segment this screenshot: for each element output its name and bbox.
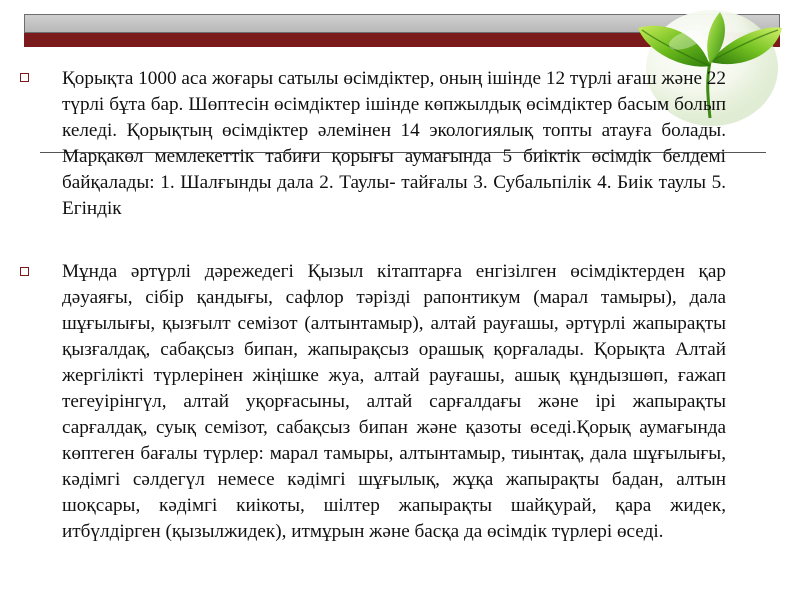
bullet-icon bbox=[20, 267, 29, 276]
paragraph-1: Қорықта 1000 аса жоғары сатылы өсімдіктер, оның ішінде 12 түрлі ағаш және 22 түрлі бұта бар. Шөптесін өсімдіктер ішінде көпжылдық өсімдіктер басым болып келеді. Қорықтың өсімдіктер әлемінен 14 экологиялық топты атауға болады. Марқакөл мемлекеттік табиғи қорығы аумағында 5 биіктік өсімдік белдемі байқалады: 1. Шалғынды дала 2. Таулы- тайғалы 3. Субальпілік 4. Биік таулы 5. Егіндік bbox=[62, 68, 726, 219]
paragraph-2: Мұнда әртүрлі дәрежедегі Қызыл кітаптарға енгізілген өсімдіктерден қар дәуаяғы, сібір қандығы, сафлор тәрізді рапонтикум (марал тамыры), дала шұғылығы, қызғылт семізот (алтынтамыр), алтай рауғашы, әртүрлі жапырақты қызғалдақ, сабақсыз бипан, жапырақсыз орашық қорғалады. Қорықта Алтай жергілікті түрлерінен жіңішке жуа, алтай рауғашы, ашық құндызшөп, ғажап тегеуірінгүл, алтай уқорғасыны, алтай сарғалдағы және ірі жапырақты сарғалдақ, суық семізот, сабақсыз бипан және қазоты өседі.Қорық аумағында көптеген бағалы түрлер: марал тамыры, алтынтамыр, тиынтақ, дала шұғылығы, кәдімгі сәлдегүл немесе кәдімгі шұғылық, жұқа жапырақты бадан, алтын шоқсары, кәдімгі киікоты, шілтер жапырақты шайқурай, қара жидек, итбүлдірген (қызылжидек), итмұрын және басқа да өсімдік түрлері өседі. bbox=[62, 261, 726, 542]
bullet-icon bbox=[20, 73, 29, 82]
